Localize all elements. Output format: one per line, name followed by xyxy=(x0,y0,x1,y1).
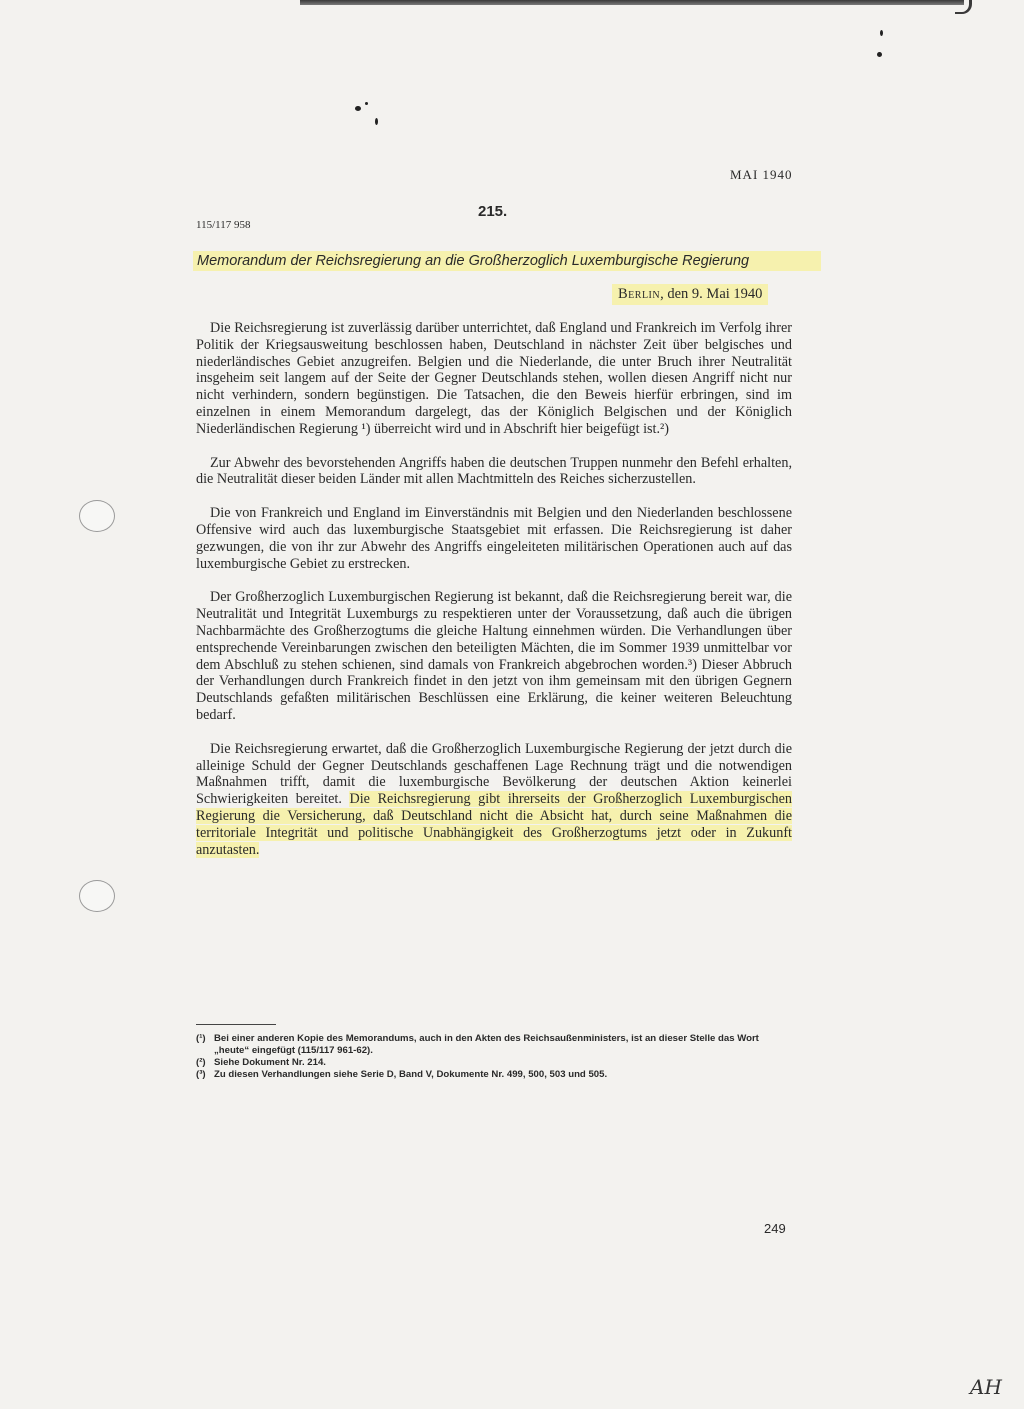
punch-hole xyxy=(79,500,115,532)
place-date: , den 9. Mai 1940 xyxy=(660,286,763,302)
footnote-mark: (¹) xyxy=(196,1033,206,1044)
paragraph-3: Die von Frankreich und England im Einverständnis mit Belgien und den Niederlanden beschlossene Offensive wird auch das luxemburgische Staatsgebiet mit erfassen. Die Reichsregierung ist daher gezwungen, die von ihr zur Abwehr des Angriffs eingeleiteten militärischen Operationen auch auf das luxemburgische Gebiet zu erstrecken. xyxy=(196,505,792,572)
footnote-divider xyxy=(196,1024,276,1025)
footnotes xyxy=(196,1033,792,1081)
header-date: MAI 1940 xyxy=(730,167,793,182)
scan-top-edge xyxy=(300,0,964,5)
ink-speck xyxy=(877,52,882,57)
footnote xyxy=(196,1033,792,1057)
footnote-mark: (³) xyxy=(196,1069,206,1080)
document-title: Memorandum der Reichsregierung an die Großherzoglich Luxemburgische Regierung xyxy=(193,251,821,271)
footnote-mark: (²) xyxy=(196,1057,206,1068)
ink-speck xyxy=(880,30,883,36)
ink-speck xyxy=(355,106,361,111)
ink-speck xyxy=(375,118,378,125)
handwritten-initials: AH xyxy=(970,1375,1002,1399)
footnote xyxy=(196,1069,792,1081)
footnote-text: Bei einer anderen Kopie des Memorandums, auch in den Akten des Reichsaußenministers, ist an dieser Stelle das Wort „heute“ eingefügt (115/117 961-62). xyxy=(214,1033,759,1056)
paragraph-5 xyxy=(196,741,792,859)
document-body xyxy=(196,320,792,858)
archive-reference: 115/117 958 xyxy=(196,219,251,231)
page-number: 249 xyxy=(764,1221,786,1236)
place-city: Berlin xyxy=(618,286,661,302)
punch-hole xyxy=(79,880,115,912)
footnote xyxy=(196,1057,792,1069)
ink-speck xyxy=(365,102,368,105)
paragraph-2: Zur Abwehr des bevorstehenden Angriffs haben die deutschen Truppen nunmehr den Befehl erhalten, die Neutralität dieser beiden Länder mit allen Machtmitteln des Reiches sicherzustellen. xyxy=(196,454,792,488)
footnote-text: Siehe Dokument Nr. 214. xyxy=(214,1057,326,1068)
footnote-text: Zu diesen Verhandlungen siehe Serie D, Band V, Dokumente Nr. 499, 500, 503 und 505. xyxy=(214,1069,608,1080)
paragraph-5-text: Die Reichsregierung erwartet, daß die Großherzoglich Luxemburgische Regierung der jetzt durch die alleinige Schuld der Gegner Deutschlands geschaffenen Lage Rechnung trägt und die notwendigen Maßnahmen trifft, damit die luxemburgische Bevölkerung der deutschen Aktion keinerlei Schwierigkeiten bereitet. xyxy=(196,740,792,808)
paragraph-1: Die Reichsregierung ist zuverlässig darüber unterrichtet, daß England und Frankreich im Verfolg ihrer Politik der Kriegsausweitung beschlossen haben, Deutschland in nächster Zeit über belgisches und niederländisches Gebiet anzugreifen. Belgien und die Niederlande, die unter Bruch ihrer Neutralität insgeheim seit langem auf der Seite der Gegner Deutschlands stehen, wollen diesen Angriff nicht nur nicht verhindern, sondern begünstigen. Die Tatsachen, die den Beweis hierfür erbringen, sind im einzelnen in einem Memorandum dargelegt, das der Königlich Belgischen und der Königlich Niederländischen Regierung ¹) überreicht wird und in Abschrift hier beigefügt ist.²) xyxy=(196,320,792,437)
paragraph-4: Der Großherzoglich Luxemburgischen Regierung ist bekannt, daß die Reichsregierung bereit war, die Neutralität und Integrität Luxemburgs zu respektieren unter der Voraussetzung, daß auch die übrigen Nachbarmächte des Großherzogtums die gleiche Haltung einnehmen würden. Die Verhandlungen über entsprechende Vereinbarungen zwischen den beteiligten Mächten, die im Sommer 1939 unmittelbar vor dem Abschluß zu stehen schienen, sind damals von Frankreich abgebrochen worden.³) Dieser Abbruch der Verhandlungen durch Frankreich findet in den jetzt von ihm gemeinsam mit den übrigen Gegnern Deutschlands gefaßten militärischen Beschlüssen eine Erklärung, die keiner weiteren Beleuchtung bedarf. xyxy=(196,589,792,723)
highlighted-assurance: Die Reichsregierung gibt ihrerseits der Großherzoglich Luxemburgischen Regierung die Versicherung, daß Deutschland nicht die Absicht hat, durch seine Maßnahmen die territoriale Integrität und politische Unabhängigkeit des Großherzogtums jetzt oder in Zukunft anzutasten. xyxy=(196,791,792,858)
scan-top-edge-hook xyxy=(955,0,972,14)
document-number: 215. xyxy=(478,203,508,220)
place-date-line xyxy=(612,284,768,305)
